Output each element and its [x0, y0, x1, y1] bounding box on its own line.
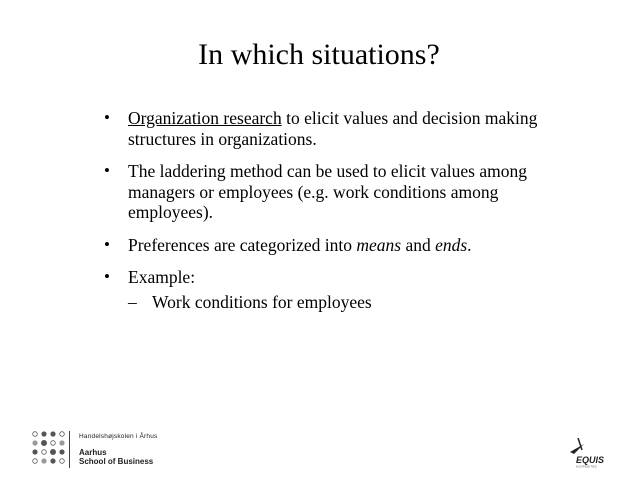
bullet-text: . [467, 234, 472, 255]
bullet-text: to elicit values and decision making structures in organizations. [128, 108, 538, 149]
bullet-glyph: • [104, 161, 110, 180]
bullet-glyph: • [104, 267, 110, 286]
bullet-list [104, 108, 544, 312]
equis-accredited-text: ACCREDITED [576, 465, 597, 468]
bullet-text: The laddering method can be used to elicit values among managers or employees (e.g. work conditions among employees). [128, 161, 527, 222]
bullet-item [104, 235, 544, 256]
school-name [79, 433, 158, 466]
sub-bullet-text: Work conditions for employees [152, 291, 372, 312]
bullet-item [104, 108, 544, 149]
bullet-item [104, 161, 544, 223]
school-name-danish: Handelshøjskolen i Århus [79, 433, 158, 440]
bullet-text: and [401, 234, 436, 255]
school-name-line2: School of Business [79, 457, 154, 466]
bullet-item [104, 267, 544, 288]
equis-logo-text: EQUIS [576, 455, 605, 465]
sub-bullet-glyph: – [128, 291, 137, 312]
bullet-text: Preferences are categorized into [128, 234, 357, 255]
means-term: means [356, 234, 402, 255]
bullet-text: Example: [128, 267, 196, 287]
bullet-glyph: • [104, 234, 110, 254]
slide-title: In which situations? [198, 38, 440, 71]
organization-research-link[interactable]: Organization research [128, 108, 282, 128]
school-name-line1: Aarhus [79, 448, 107, 457]
equis-logo-icon [560, 438, 606, 468]
sub-bullet-item [104, 292, 544, 313]
logo-divider [69, 431, 70, 468]
bullet-glyph: • [104, 108, 110, 127]
ends-term: ends [435, 234, 468, 255]
